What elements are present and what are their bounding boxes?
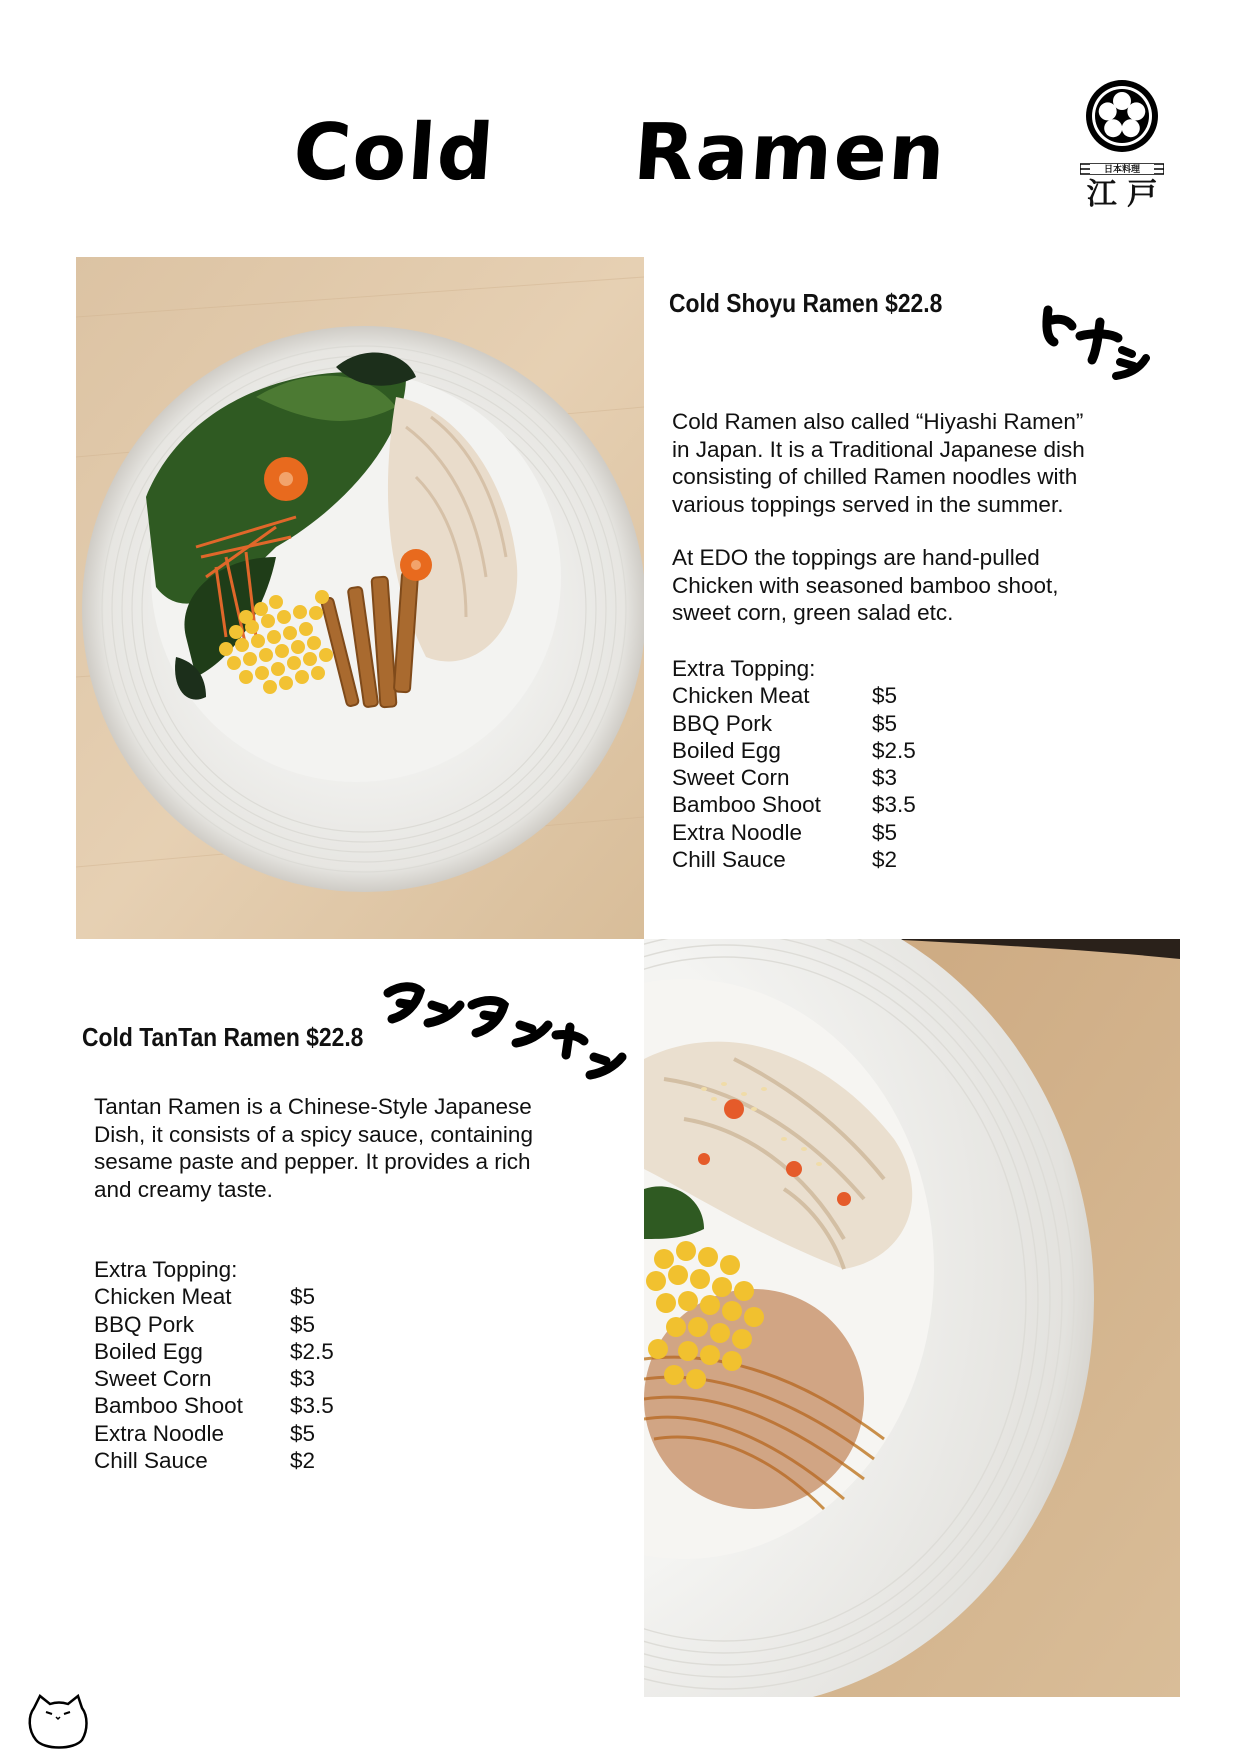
topping-name: Boiled Egg: [672, 737, 781, 763]
description-paragraph: At EDO the toppings are hand-pulled Chicken with seasoned bamboo shoot, sweet corn, green salad etc.: [672, 545, 1059, 625]
cat-mascot-icon: [26, 1690, 90, 1754]
dish-title-cold-shoyu-ramen: Cold Shoyu Ramen $22.8: [669, 288, 943, 318]
topping-name: Extra Noodle: [672, 819, 803, 845]
topping-row: [94, 1338, 334, 1365]
topping-row: [672, 682, 916, 709]
topping-price: $5: [290, 1420, 316, 1446]
topping-row: [94, 1311, 334, 1338]
topping-row: [94, 1392, 334, 1419]
topping-row: [94, 1447, 334, 1474]
topping-row: [672, 710, 916, 737]
description-paragraph: Cold Ramen also called “Hiyashi Ramen” in Japan. It is a Traditional Japanese dish consisting of chilled Ramen noodles with various toppings served in the summer.: [672, 409, 1085, 517]
topping-price: $3.5: [290, 1393, 334, 1419]
topping-price: $5: [290, 1311, 316, 1337]
topping-price: $5: [872, 683, 898, 709]
extra-toppings-list-shoyu: [672, 655, 916, 873]
topping-name: Chill Sauce: [94, 1448, 208, 1474]
topping-row: [94, 1365, 334, 1392]
topping-row: [672, 819, 916, 846]
logo-name: 江 戸: [1086, 177, 1158, 212]
topping-row: [672, 764, 916, 791]
extra-topping-heading: Extra Topping:: [672, 656, 816, 681]
topping-price: $5: [872, 710, 898, 736]
logo-subtitle: 日本料理: [1090, 164, 1154, 174]
topping-price: $2: [290, 1448, 316, 1474]
kana-calligraphy-tantanmen: [380, 975, 630, 1090]
topping-row: [94, 1283, 334, 1310]
topping-row: [94, 1420, 334, 1447]
topping-name: Chill Sauce: [672, 847, 786, 873]
topping-price: $2: [872, 847, 898, 873]
dish-description-cold-shoyu-ramen: [672, 408, 1192, 627]
page-title: Cold Ramen: [290, 108, 950, 198]
topping-price: $2.5: [872, 737, 916, 763]
topping-price: $5: [290, 1284, 316, 1310]
topping-price: $3: [290, 1366, 316, 1392]
dish-title-cold-tantan-ramen: Cold TanTan Ramen $22.8: [82, 1022, 364, 1052]
topping-row: [672, 791, 916, 818]
topping-row: [672, 737, 916, 764]
topping-name: Sweet Corn: [672, 765, 790, 791]
topping-price: $2.5: [290, 1338, 334, 1364]
topping-name: Chicken Meat: [94, 1284, 232, 1310]
topping-row: [672, 846, 916, 873]
cold-tantan-ramen-photo: [644, 939, 1180, 1697]
topping-name: Chicken Meat: [672, 683, 810, 709]
dish-description-cold-tantan-ramen: [94, 1093, 624, 1203]
extra-toppings-list-tantan: [94, 1256, 334, 1474]
extra-topping-heading: Extra Topping:: [94, 1257, 238, 1282]
edo-logo: [1080, 78, 1164, 218]
topping-name: Extra Noodle: [94, 1420, 225, 1446]
topping-name: BBQ Pork: [672, 710, 773, 736]
kana-calligraphy-hiyashi: [1040, 300, 1150, 387]
description-paragraph: Tantan Ramen is a Chinese-Style Japanese Dish, it consists of a spicy sauce, containing sesame paste and pepper. It provides a rich and creamy taste.: [94, 1094, 533, 1202]
topping-price: $3: [872, 765, 898, 791]
topping-price: $5: [872, 819, 898, 845]
topping-name: Bamboo Shoot: [94, 1393, 243, 1419]
cold-shoyu-ramen-photo: [76, 257, 644, 939]
topping-name: Sweet Corn: [94, 1366, 212, 1392]
topping-name: Boiled Egg: [94, 1338, 203, 1364]
topping-name: Bamboo Shoot: [672, 792, 821, 818]
topping-price: $3.5: [872, 792, 916, 818]
topping-name: BBQ Pork: [94, 1311, 195, 1337]
